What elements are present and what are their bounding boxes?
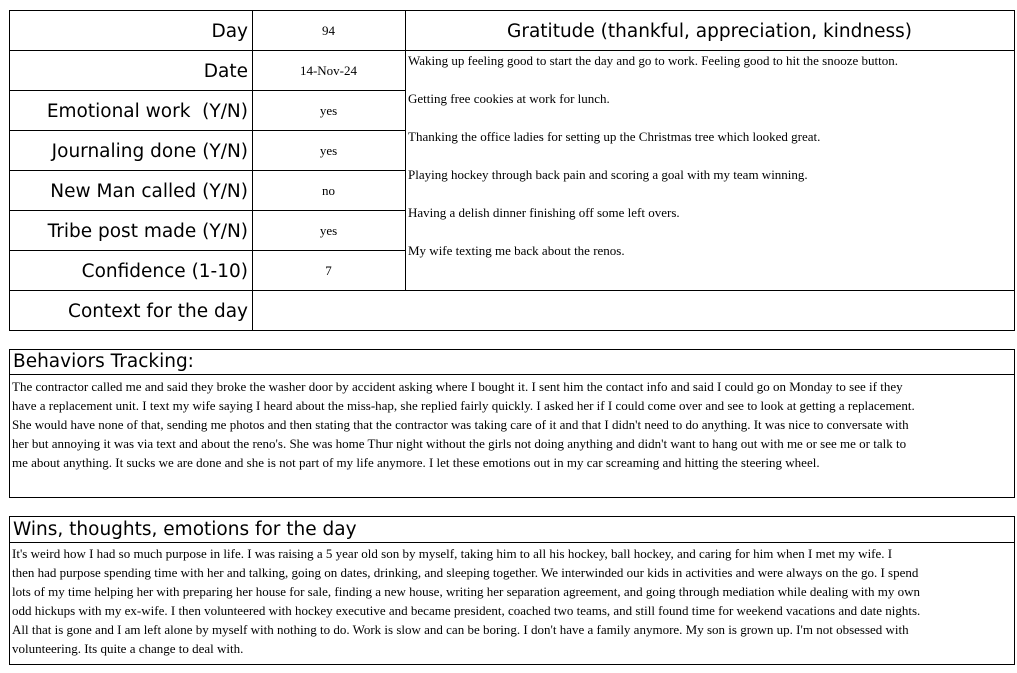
wins-line: All that is gone and I am left alone by myself with nothing to do. Work is slow and can be boring. I don't have a family anymore. My son is grown up. I'm not obsessed with (12, 622, 909, 637)
tribe-post-label: Tribe post made (Y/N) (47, 220, 248, 242)
gratitude-title: Gratitude (thankful, appreciation, kindness) (507, 20, 912, 42)
wins-line: volunteering. Its quite a change to deal with. (12, 641, 244, 656)
behaviors-line: me about anything. It sucks we are done and she is not part of my life anymore. I let these emotions out in my car screaming and hitting the steering wheel. (12, 455, 820, 470)
context-label: Context for the day (68, 300, 248, 322)
behaviors-line: her but annoying it was via text and about the reno's. She was home Thur night without the girls not doing anything and didn't want to hang out with me or see me or talk to (12, 436, 907, 451)
behaviors-header-divider (9, 374, 1015, 375)
emotional-work-value[interactable]: yes (319, 103, 338, 118)
behaviors-line: The contractor called me and said they broke the washer door by accident asking where I bought it. I sent him the contact info and said I could go on Monday to see if they (12, 379, 903, 394)
wins-line: It's weird how I had so much purpose in life. I was raising a 5 year old son by myself, taking him to all his hockey, ball hockey, and caring for him when I met my wife. I (12, 546, 893, 561)
behaviors-text[interactable] (12, 377, 1012, 472)
emotional-work-label: Emotional work (Y/N) (46, 100, 248, 122)
date-value[interactable]: 14-Nov-24 (299, 63, 358, 78)
gratitude-item[interactable]: My wife texting me back about the renos. (408, 243, 625, 258)
gratitude-item[interactable]: Having a delish dinner finishing off some left overs. (408, 205, 680, 220)
day-value[interactable]: 94 (322, 23, 335, 38)
date-label: Date (203, 60, 248, 82)
gratitude-item[interactable]: Playing hockey through back pain and scoring a goal with my team winning. (408, 167, 808, 182)
wins-line: odd hickups with my ex-wife. I then volunteered with hockey executive and became president, coached two teams, and still found time for weekend vacations and date nights. (12, 603, 921, 618)
gratitude-item[interactable]: Getting free cookies at work for lunch. (408, 91, 610, 106)
wins-title: Wins, thoughts, emotions for the day (13, 519, 357, 540)
journaling-value[interactable]: yes (319, 143, 338, 158)
wins-line: then had purpose spending time with her and talking, going on dates, drinking, and sleeping together. We interwinded our kids in activities and were always on the go. I spend (12, 565, 919, 580)
new-man-called-label: New Man called (Y/N) (50, 180, 248, 202)
behaviors-line: have a replacement unit. I text my wife saying I heard about the miss-hap, she replied fairly quickly. I asked her if I could come over and see to look at getting a replacement. (12, 398, 915, 413)
value-column-divider (405, 10, 406, 291)
context-value[interactable] (253, 291, 1014, 330)
wins-header-divider (9, 542, 1015, 543)
tribe-post-value[interactable]: yes (319, 223, 338, 238)
day-label: Day (211, 20, 248, 42)
journaling-label: Journaling done (Y/N) (51, 140, 248, 162)
gratitude-item[interactable]: Thanking the office ladies for setting up the Christmas tree which looked great. (408, 129, 821, 144)
wins-text[interactable] (12, 544, 1012, 658)
confidence-label: Confidence (1-10) (81, 260, 248, 282)
behaviors-title: Behaviors Tracking: (13, 351, 194, 372)
confidence-value[interactable]: 7 (325, 263, 332, 278)
new-man-called-value[interactable]: no (322, 183, 335, 198)
wins-line: lots of my time helping her with preparing her house for sale, finding a new house, writing her separation agreement, and going through mediation while dealing with my own (12, 584, 920, 599)
behaviors-line: She would have none of that, sending me photos and then stating that the contractor was taking care of it and that I didn't need to do anything. It was nice to conversate with (12, 417, 909, 432)
gratitude-item[interactable]: Waking up feeling good to start the day and go to work. Feeling good to hit the snooze button. (408, 53, 898, 68)
